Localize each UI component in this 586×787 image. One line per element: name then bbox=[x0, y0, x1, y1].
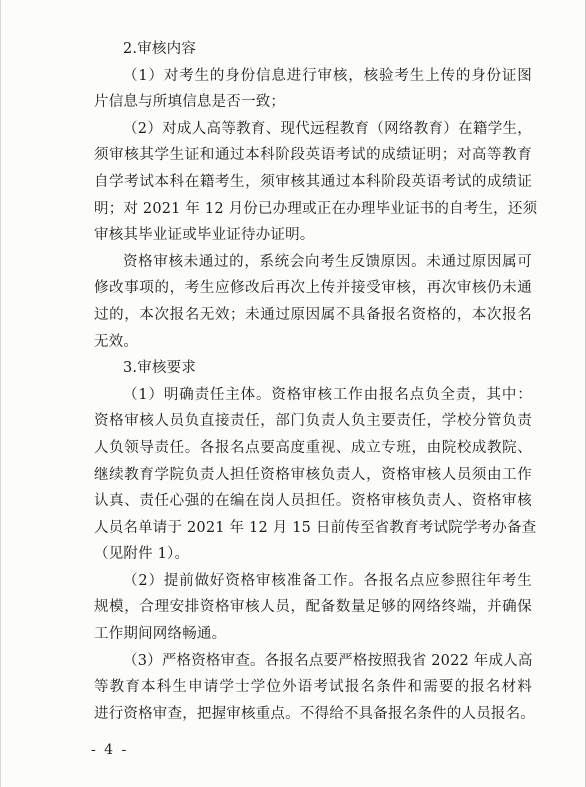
text-line: 明；对 2021 年 12 月份已办理或正在办理毕业证书的自考生，还须 bbox=[94, 200, 538, 217]
text-line: 修改事项的，考生应修改后再次上传并接受审核，再次审核仍未通 bbox=[94, 280, 532, 297]
text-line: （1）对考生的身份信息进行审核，核验考生上传的身份证图 bbox=[123, 67, 532, 84]
section-heading: 3.审核要求 bbox=[123, 360, 197, 377]
text-line: 审核其毕业证或毕业证待办证明。 bbox=[94, 227, 315, 244]
text-line: 规模，合理安排资格审核人员，配备数量足够的网络终端，并确保 bbox=[94, 599, 532, 616]
text-line: 资格审核人员负直接责任，部门负责人负主要责任，学校分管负责 bbox=[94, 413, 532, 430]
text-line: 自学考试本科在籍考生，须审核其通过本科阶段英语考试的成绩证 bbox=[94, 173, 532, 190]
section-heading: 2.审核内容 bbox=[123, 41, 197, 57]
text-line: （2）对成人高等教育、现代远程教育（网络教育）在籍学生， bbox=[123, 120, 532, 137]
text-line: 认真、责任心强的在编在岗人员担任。资格审核负责人、资格审核 bbox=[94, 493, 532, 510]
text-line: （2）提前做好资格审核准备工作。各报名点应参照往年考生 bbox=[123, 572, 532, 589]
page-number: - 4 - bbox=[91, 742, 129, 758]
text-line: （1）明确责任主体。资格审核工作由报名点负全责，其中： bbox=[123, 386, 532, 403]
text-line: 继续教育学院负责人担任资格审核负责人，资格审核人员须由工作 bbox=[94, 466, 532, 483]
text-line: 工作期间网络畅通。 bbox=[94, 626, 227, 643]
text-line: （3）严格资格审查。各报名点要严格按照我省 2022 年成人高 bbox=[123, 652, 533, 669]
text-line: 等教育本科生申请学士学位外语考试报名条件和需要的报名材料 bbox=[94, 679, 532, 696]
text-line: 过的，本次报名无效；未通过原因属不具备报名资格的，本次报名 bbox=[94, 306, 532, 323]
text-line: 资格审核未通过的，系统会向考生反馈原因。未通过原因属可 bbox=[123, 253, 532, 270]
text-line: 人负领导责任。各报名点要高度重视、成立专班，由院校成教院、 bbox=[94, 439, 532, 456]
text-line: （见附件 1）。 bbox=[94, 546, 190, 563]
document-body bbox=[94, 36, 538, 727]
text-line: 片信息与所填信息是否一致； bbox=[94, 94, 286, 111]
text-line: 须审核其学生证和通过本科阶段英语考试的成绩证明；对高等教育 bbox=[94, 147, 532, 164]
text-line: 人员名单请于 2021 年 12 月 15 日前传至省教育考试院学考办备查 bbox=[94, 519, 537, 536]
text-line: 进行资格审查，把握审核重点。不得给不具备报名条件的人员报名。 bbox=[94, 705, 535, 722]
text-line: 无效。 bbox=[94, 333, 139, 350]
